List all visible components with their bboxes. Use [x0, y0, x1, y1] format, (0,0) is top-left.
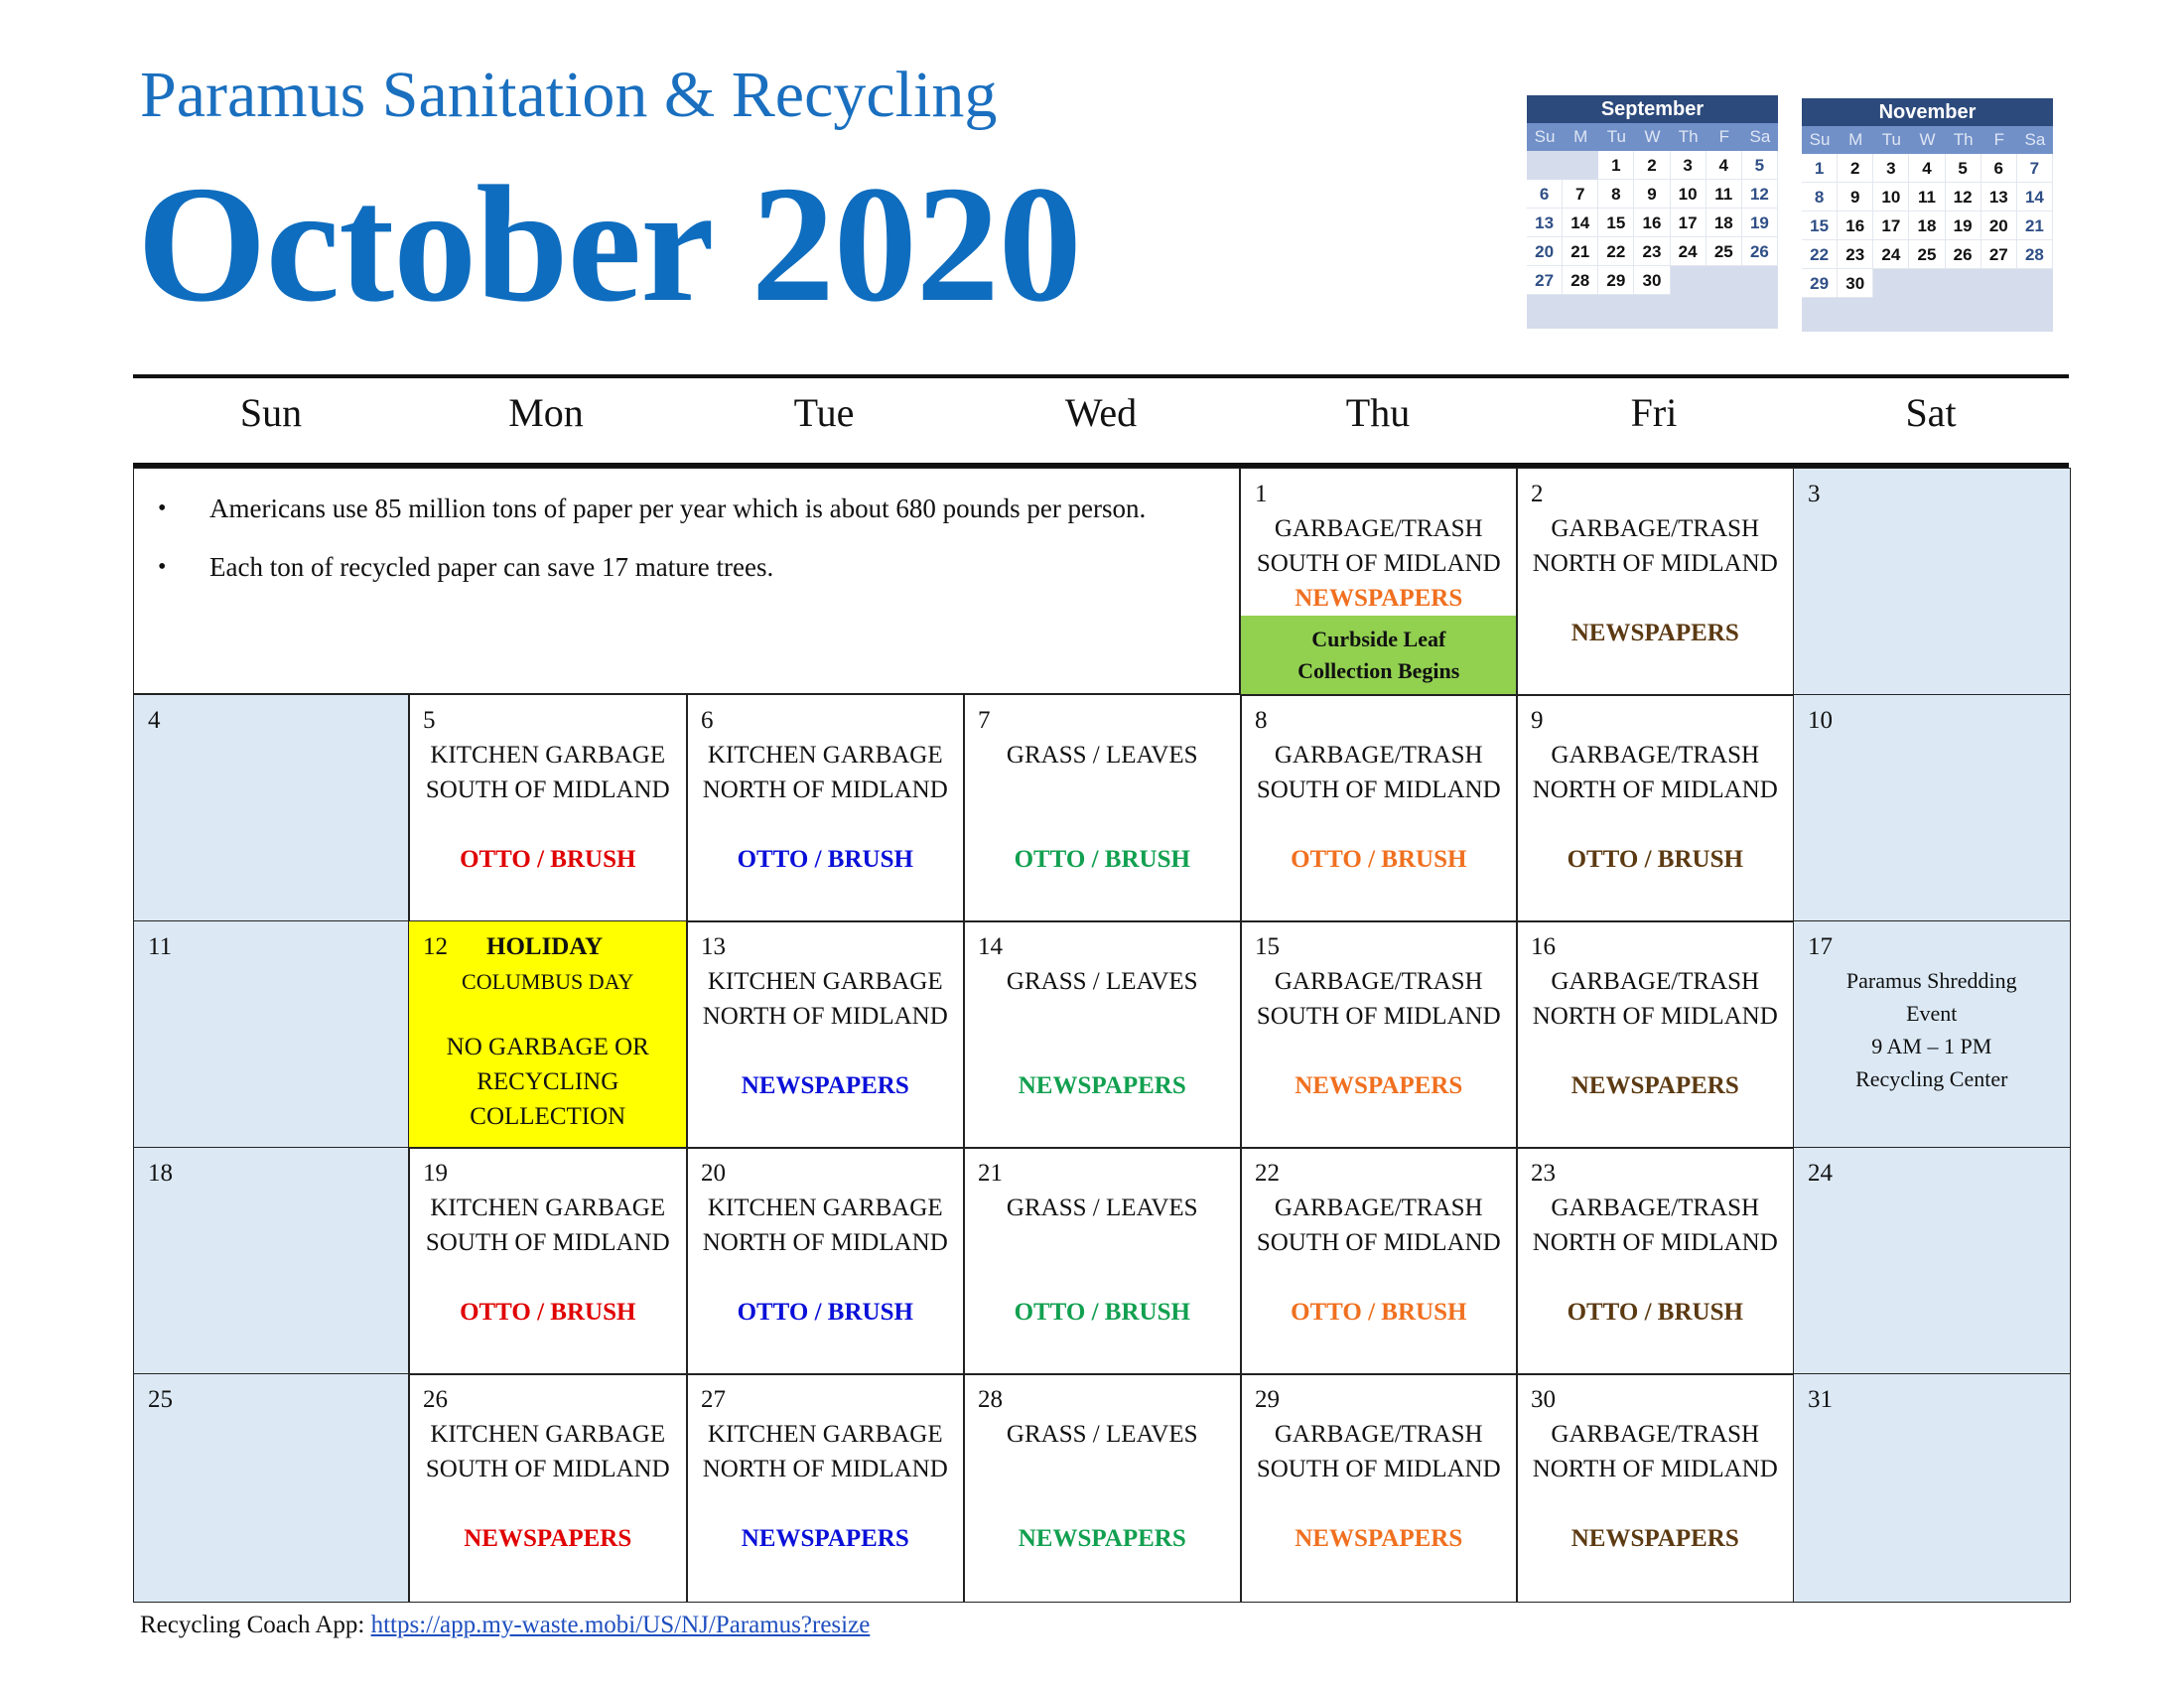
- day-number: 3: [1808, 481, 1821, 507]
- recycling-pickup: NEWSPAPERS: [1295, 1072, 1463, 1099]
- day-cell: [963, 694, 1242, 922]
- recycling-pickup: NEWSPAPERS: [1570, 1525, 1739, 1552]
- recycling-pickup: OTTO / BRUSH: [460, 1299, 636, 1326]
- pickup-line: [1517, 807, 1794, 842]
- day-number: 24: [1808, 1160, 1833, 1187]
- day-cell: [408, 920, 688, 1149]
- day-cell: [1793, 1373, 2071, 1603]
- weekday-header-mon: Mon: [508, 390, 584, 435]
- day-cell: [1240, 694, 1518, 922]
- fact-item: • Americans use 85 million tons of paper per year which is about 680 pounds per person.: [209, 489, 1212, 529]
- day-number: 25: [148, 1386, 173, 1413]
- day-schedule: [1517, 964, 1794, 1103]
- pickup-line: [1517, 1260, 1794, 1295]
- pickup-line: [1241, 807, 1517, 842]
- mini-month-title: November: [1802, 98, 2053, 126]
- day-cell: [133, 694, 410, 922]
- recycling-pickup: NEWSPAPERS: [1295, 585, 1463, 612]
- mini-day: 3: [1671, 151, 1706, 180]
- day-cell: [686, 1373, 965, 1603]
- day-cell: [1516, 468, 1795, 696]
- footer: [140, 1612, 870, 1639]
- day-number: 1: [1255, 481, 1268, 507]
- note-line: Collection Begins: [1297, 657, 1460, 683]
- mini-day: 27: [1981, 240, 2017, 269]
- mini-day: 20: [1981, 211, 2017, 240]
- event-line: Event: [1906, 1001, 1958, 1026]
- day-cell: [408, 1373, 688, 1603]
- day-cell: [1793, 1147, 2071, 1375]
- recycling-pickup: OTTO / BRUSH: [1291, 1299, 1467, 1326]
- mini-day: 17: [1671, 209, 1706, 237]
- pickup-line: [1241, 1260, 1517, 1295]
- mini-day: 7: [1563, 180, 1598, 209]
- mini-weekday: Su: [1534, 127, 1556, 146]
- weekday-header-fri: Fri: [1630, 390, 1678, 435]
- day-number: 18: [148, 1160, 173, 1187]
- day-number: 11: [148, 933, 173, 960]
- mini-day: 11: [1909, 183, 1945, 211]
- mini-day: 15: [1802, 211, 1838, 240]
- day-number: 30: [1531, 1386, 1556, 1413]
- pickup-line: SOUTH OF MIDLAND: [425, 1229, 670, 1256]
- event-line: Recycling Center: [1855, 1066, 2008, 1091]
- day-number: 10: [1808, 707, 1833, 734]
- day-schedule: [1241, 1417, 1517, 1556]
- pickup-line: GARBAGE/TRASH: [1551, 1421, 1760, 1448]
- recycling-pickup: OTTO / BRUSH: [1567, 1299, 1743, 1326]
- mini-day: 15: [1598, 209, 1634, 237]
- day-schedule: [1517, 1191, 1794, 1330]
- page-title: October 2020: [137, 152, 1081, 337]
- pickup-line: NORTH OF MIDLAND: [702, 1003, 948, 1030]
- mini-day: 6: [1981, 154, 2017, 183]
- note-line: Curbside Leaf: [1311, 626, 1446, 651]
- day-schedule: [1517, 738, 1794, 877]
- mini-day: 28: [2017, 240, 2053, 269]
- day-schedule: [1517, 1417, 1794, 1556]
- day-schedule: [687, 738, 964, 877]
- mini-day: 26: [1946, 240, 1981, 269]
- mini-day: 29: [1598, 266, 1634, 295]
- day-number: 31: [1808, 1386, 1833, 1413]
- mini-day: 16: [1634, 209, 1670, 237]
- day-schedule: [1241, 1191, 1517, 1330]
- mini-day: 29: [1802, 269, 1838, 298]
- pickup-line: SOUTH OF MIDLAND: [1256, 550, 1501, 577]
- mini-day: 2: [1838, 154, 1873, 183]
- mini-day: 23: [1838, 240, 1873, 269]
- day-number: 13: [701, 933, 726, 960]
- day-cell: [1793, 694, 2071, 922]
- mini-weekday: M: [1573, 127, 1588, 146]
- holiday-line: RECYCLING: [477, 1068, 619, 1095]
- mini-day: 11: [1706, 180, 1742, 209]
- pickup-line: [964, 773, 1241, 807]
- pickup-line: SOUTH OF MIDLAND: [1256, 1229, 1501, 1256]
- day-number: 29: [1255, 1386, 1280, 1413]
- mini-day: 25: [1706, 237, 1742, 266]
- weekday-header-wed: Wed: [1064, 390, 1138, 435]
- pickup-line: GARBAGE/TRASH: [1551, 742, 1760, 769]
- mini-weekday: Th: [1678, 127, 1699, 146]
- day-cell: [1240, 468, 1518, 696]
- pickup-line: NORTH OF MIDLAND: [1532, 776, 1778, 803]
- mini-day: 18: [1706, 209, 1742, 237]
- mini-day: 8: [1598, 180, 1634, 209]
- recycling-pickup: OTTO / BRUSH: [1014, 1299, 1190, 1326]
- day-cell: [686, 1147, 965, 1375]
- pickup-line: GARBAGE/TRASH: [1274, 742, 1483, 769]
- mini-weekday: Tu: [1881, 130, 1901, 149]
- fact-item: • Each ton of recycled paper can save 17 mature trees.: [209, 547, 1212, 588]
- mini-day: 13: [1527, 209, 1563, 237]
- pickup-line: GRASS / LEAVES: [1006, 1195, 1198, 1221]
- mini-day: 16: [1838, 211, 1873, 240]
- day-schedule: [964, 964, 1241, 1103]
- mini-day: 3: [1873, 154, 1909, 183]
- mini-day: 30: [1634, 266, 1670, 295]
- mini-weekday: W: [1644, 127, 1661, 146]
- day-schedule: [409, 1417, 687, 1556]
- day-number: 16: [1531, 933, 1556, 960]
- day-number: 27: [701, 1386, 726, 1413]
- day-number: 8: [1255, 707, 1268, 734]
- recycling-pickup: NEWSPAPERS: [464, 1525, 632, 1552]
- recycling-pickup: OTTO / BRUSH: [737, 846, 913, 873]
- pickup-line: KITCHEN GARBAGE: [707, 742, 943, 769]
- holiday-label: HOLIDAY: [486, 933, 604, 960]
- weekday-header-sun: Sun: [239, 390, 303, 435]
- pickup-line: [687, 1034, 964, 1068]
- recycling-coach-link[interactable]: https://app.my-waste.mobi/US/NJ/Paramus?resize: [370, 1612, 871, 1638]
- day-number: 14: [978, 933, 1003, 960]
- day-schedule: [687, 1191, 964, 1330]
- recycling-pickup: NEWSPAPERS: [1295, 1525, 1463, 1552]
- holiday-line: COLLECTION: [470, 1103, 626, 1130]
- pickup-line: GRASS / LEAVES: [1006, 968, 1198, 995]
- pickup-line: GRASS / LEAVES: [1006, 742, 1198, 769]
- day-number: 20: [701, 1160, 726, 1187]
- mini-weekday: Tu: [1606, 127, 1626, 146]
- mini-day: 17: [1873, 211, 1909, 240]
- pickup-line: [964, 999, 1241, 1034]
- recycling-pickup: NEWSPAPERS: [741, 1525, 909, 1552]
- mini-day: 24: [1671, 237, 1706, 266]
- pickup-line: GARBAGE/TRASH: [1551, 515, 1760, 542]
- holiday-line: NO GARBAGE OR: [446, 1034, 649, 1060]
- pickup-line: [1241, 1486, 1517, 1521]
- mini-day: 10: [1671, 180, 1706, 209]
- day-number: 26: [423, 1386, 448, 1413]
- mini-day: 2: [1634, 151, 1670, 180]
- day-number: 9: [1531, 707, 1544, 734]
- mini-weekday: W: [1919, 130, 1936, 149]
- pickup-line: GARBAGE/TRASH: [1274, 515, 1483, 542]
- mini-day: 1: [1802, 154, 1838, 183]
- pickup-line: NORTH OF MIDLAND: [1532, 550, 1778, 577]
- mini-weekday: Su: [1809, 130, 1831, 149]
- weekday-header-thu: Thu: [1345, 390, 1411, 435]
- day-schedule: [1241, 964, 1517, 1103]
- pickup-line: [964, 1486, 1241, 1521]
- mini-day: 24: [1873, 240, 1909, 269]
- mini-day: 4: [1909, 154, 1945, 183]
- pickup-line: KITCHEN GARBAGE: [430, 1195, 666, 1221]
- day-schedule: [964, 738, 1241, 877]
- holiday-notice: [409, 1030, 687, 1134]
- pickup-line: [964, 1034, 1241, 1068]
- mini-month-title: September: [1527, 95, 1778, 123]
- pickup-line: KITCHEN GARBAGE: [430, 1421, 666, 1448]
- subtitle: Paramus Sanitation & Recycling: [140, 59, 998, 131]
- pickup-line: NORTH OF MIDLAND: [1532, 1456, 1778, 1482]
- day-cell: [963, 920, 1242, 1149]
- weekday-header-sat: Sat: [1905, 390, 1957, 435]
- mini-weekday: F: [1993, 130, 2004, 149]
- mini-day: 19: [1946, 211, 1981, 240]
- mini-weekday: M: [1848, 130, 1863, 149]
- pickup-line: NORTH OF MIDLAND: [702, 1229, 948, 1256]
- pickup-line: GARBAGE/TRASH: [1274, 1421, 1483, 1448]
- day-schedule: [964, 1191, 1241, 1330]
- day-cell: [686, 694, 965, 922]
- pickup-line: [1517, 581, 1794, 616]
- day-cell: [1793, 920, 2071, 1149]
- recycling-pickup: OTTO / BRUSH: [1291, 846, 1467, 873]
- mini-day: 22: [1598, 237, 1634, 266]
- day-cell: [133, 920, 410, 1149]
- leaf-collection-note: [1241, 616, 1517, 695]
- pickup-line: GARBAGE/TRASH: [1274, 968, 1483, 995]
- pickup-line: [409, 1486, 687, 1521]
- day-number: 22: [1255, 1160, 1280, 1187]
- mini-day: 21: [2017, 211, 2053, 240]
- mini-day: 27: [1527, 266, 1563, 295]
- top-rule: [133, 374, 2069, 378]
- day-cell: [1240, 1147, 1518, 1375]
- day-number: 19: [423, 1160, 448, 1187]
- pickup-line: KITCHEN GARBAGE: [430, 742, 666, 769]
- recycling-pickup: NEWSPAPERS: [741, 1072, 909, 1099]
- recycling-pickup: OTTO / BRUSH: [1014, 846, 1190, 873]
- pickup-line: [409, 807, 687, 842]
- day-number: 7: [978, 707, 991, 734]
- pickup-line: NORTH OF MIDLAND: [1532, 1003, 1778, 1030]
- pickup-line: NORTH OF MIDLAND: [702, 776, 948, 803]
- day-cell: [408, 1147, 688, 1375]
- event-line: 9 AM – 1 PM: [1871, 1034, 1992, 1058]
- event-line: Paramus Shredding: [1845, 968, 2017, 993]
- day-number: 5: [423, 707, 436, 734]
- recycling-pickup: NEWSPAPERS: [1018, 1072, 1186, 1099]
- mini-weekday-row: [1802, 126, 2053, 154]
- day-number: 17: [1808, 933, 1833, 960]
- pickup-line: SOUTH OF MIDLAND: [425, 1456, 670, 1482]
- mini-day: 23: [1634, 237, 1670, 266]
- pickup-line: SOUTH OF MIDLAND: [1256, 1003, 1501, 1030]
- day-schedule: [1517, 511, 1794, 650]
- pickup-line: [409, 1260, 687, 1295]
- mini-day: 8: [1802, 183, 1838, 211]
- pickup-line: GARBAGE/TRASH: [1551, 1195, 1760, 1221]
- day-schedule: [964, 1417, 1241, 1556]
- day-cell: [1516, 1373, 1795, 1603]
- recycling-pickup: NEWSPAPERS: [1570, 1072, 1739, 1099]
- mini-weekday: Th: [1953, 130, 1974, 149]
- pickup-line: NORTH OF MIDLAND: [702, 1456, 948, 1482]
- mini-day: 12: [1946, 183, 1981, 211]
- day-cell: [133, 1147, 410, 1375]
- pickup-line: SOUTH OF MIDLAND: [425, 776, 670, 803]
- mini-day: 25: [1909, 240, 1945, 269]
- footer-label: Recycling Coach App:: [140, 1612, 371, 1638]
- mini-weekday-row: [1527, 123, 1778, 151]
- day-schedule: [687, 964, 964, 1103]
- day-number: 28: [978, 1386, 1003, 1413]
- mini-day: 30: [1838, 269, 1873, 298]
- day-cell: [963, 1373, 1242, 1603]
- recycling-pickup: OTTO / BRUSH: [737, 1299, 913, 1326]
- mini-day: 7: [2017, 154, 2053, 183]
- mini-day: 19: [1742, 209, 1778, 237]
- mini-day: 14: [1563, 209, 1598, 237]
- day-cell: [408, 694, 688, 922]
- pickup-line: NORTH OF MIDLAND: [1532, 1229, 1778, 1256]
- mini-day: 12: [1742, 180, 1778, 209]
- mini-empty: [1527, 151, 1563, 180]
- day-schedule: [409, 738, 687, 877]
- day-cell: [1516, 694, 1795, 922]
- recycling-pickup: OTTO / BRUSH: [460, 846, 636, 873]
- mini-day: 10: [1873, 183, 1909, 211]
- holiday-name: COLUMBUS DAY: [462, 969, 634, 994]
- mini-day: 9: [1634, 180, 1670, 209]
- day-number: 21: [978, 1160, 1003, 1187]
- recycling-pickup: NEWSPAPERS: [1018, 1525, 1186, 1552]
- day-schedule: [687, 1417, 964, 1556]
- mini-day-grid: [1527, 151, 1778, 329]
- day-cell: [1516, 920, 1795, 1149]
- pickup-line: SOUTH OF MIDLAND: [1256, 1456, 1501, 1482]
- mini-day: 13: [1981, 183, 2017, 211]
- mini-day: 20: [1527, 237, 1563, 266]
- recycling-pickup: OTTO / BRUSH: [1567, 846, 1743, 873]
- pickup-line: GRASS / LEAVES: [1006, 1421, 1198, 1448]
- day-schedule: [1241, 738, 1517, 877]
- mini-empty: [1563, 151, 1598, 180]
- day-number: 6: [701, 707, 714, 734]
- pickup-line: [1517, 1034, 1794, 1068]
- mini-day-grid: [1802, 154, 2053, 332]
- mini-day: 26: [1742, 237, 1778, 266]
- pickup-line: [964, 1225, 1241, 1260]
- pickup-line: [964, 1452, 1241, 1486]
- day-number: 2: [1531, 481, 1544, 507]
- pickup-line: KITCHEN GARBAGE: [707, 1195, 943, 1221]
- day-number: 12: [423, 933, 448, 960]
- pickup-line: GARBAGE/TRASH: [1551, 968, 1760, 995]
- day-schedule: [409, 1191, 687, 1330]
- mini-calendar-november: [1802, 98, 2053, 332]
- day-cell: [963, 1147, 1242, 1375]
- mini-weekday: Sa: [2024, 130, 2046, 149]
- pickup-line: [1517, 1486, 1794, 1521]
- facts-box: [133, 468, 1240, 694]
- mini-calendar-september: [1527, 95, 1778, 329]
- shredding-event: [1794, 964, 2070, 1095]
- day-schedule: [1241, 511, 1517, 616]
- mini-day: 22: [1802, 240, 1838, 269]
- day-cell: [686, 920, 965, 1149]
- mini-day: 5: [1946, 154, 1981, 183]
- mini-day: 14: [2017, 183, 2053, 211]
- day-number: 23: [1531, 1160, 1556, 1187]
- mini-day: 1: [1598, 151, 1634, 180]
- mini-day: 21: [1563, 237, 1598, 266]
- day-cell: [133, 1373, 410, 1603]
- day-number: 15: [1255, 933, 1280, 960]
- day-cell: [1240, 1373, 1518, 1603]
- recycling-pickup: NEWSPAPERS: [1570, 620, 1739, 646]
- pickup-line: [687, 1486, 964, 1521]
- pickup-line: SOUTH OF MIDLAND: [1256, 776, 1501, 803]
- pickup-line: KITCHEN GARBAGE: [707, 1421, 943, 1448]
- day-cell: [1240, 920, 1518, 1149]
- day-cell: [1516, 1147, 1795, 1375]
- mini-day: 18: [1909, 211, 1945, 240]
- mini-day: 4: [1706, 151, 1742, 180]
- day-number: 4: [148, 707, 161, 734]
- pickup-line: [964, 1260, 1241, 1295]
- mini-weekday: F: [1718, 127, 1729, 146]
- pickup-line: [687, 1260, 964, 1295]
- mini-day: 6: [1527, 180, 1563, 209]
- mini-day: 5: [1742, 151, 1778, 180]
- pickup-line: [1241, 1034, 1517, 1068]
- pickup-line: GARBAGE/TRASH: [1274, 1195, 1483, 1221]
- pickup-line: KITCHEN GARBAGE: [707, 968, 943, 995]
- weekday-header-tue: Tue: [793, 390, 855, 435]
- pickup-line: [964, 807, 1241, 842]
- mini-day: 28: [1563, 266, 1598, 295]
- day-cell: [1793, 468, 2071, 696]
- mini-day: 9: [1838, 183, 1873, 211]
- pickup-line: [687, 807, 964, 842]
- mini-weekday: Sa: [1749, 127, 1771, 146]
